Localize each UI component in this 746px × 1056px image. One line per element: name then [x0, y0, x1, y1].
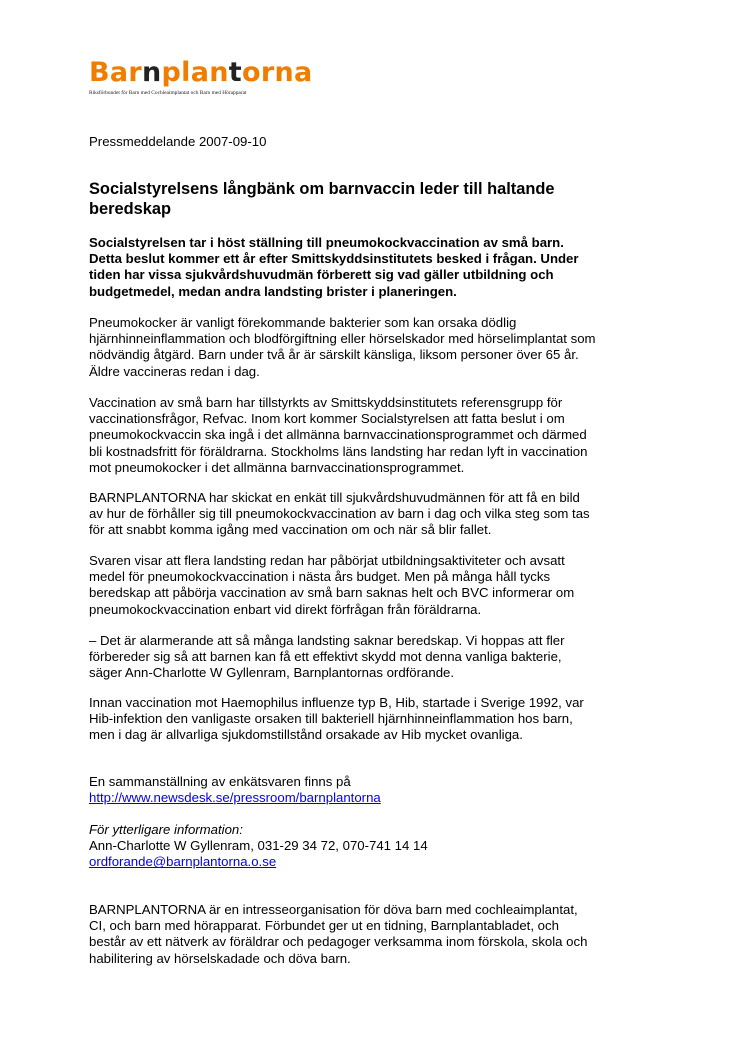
- contact-name-phone: Ann-Charlotte W Gyllenram, 031-29 34 72, 070-741 14 14: [89, 838, 428, 854]
- paragraph-6-block: [89, 695, 679, 744]
- paragraph-1-block: [89, 315, 679, 380]
- body-paragraph: Pneumokocker är vanligt förekommande bakterier som kan orsaka dödlig hjärnhinneinflammation och blodförgiftning eller hörselskador med hörselimplantat som nödvändig åtgärd. Barn under två år är särskilt känsliga, liksom personer över 65 år. Äldre vaccineras redan i dag.: [89, 315, 596, 379]
- logo-tagline: Riksförbundet för Barn med Cochleaimplantat och Barn med Hörapparat: [89, 90, 247, 96]
- paragraph-5-block: [89, 633, 679, 682]
- headline-block: [89, 180, 679, 219]
- summary-block: [89, 774, 679, 806]
- paragraph-4-block: [89, 553, 679, 618]
- body-paragraph: Innan vaccination mot Haemophilus influenze typ B, Hib, startade i Sverige 1992, var Hib-infektion den vanligaste orsaken till bakteriell hjärnhinneinflammation hos barn, men i dag är allvarliga sjukdomstillstånd orsakade av Hib mycket ovanliga.: [89, 695, 584, 743]
- summary-text: En sammanställning av enkätsvaren finns på: [89, 774, 351, 789]
- body-paragraph: Vaccination av små barn har tillstyrkts av Smittskyddsinstitutets referensgrupp för vaccinationsfrågor, Refvac. Inom kort kommer Socialstyrelsen att fatta beslut i om pneumokockvaccin ska ingå i det allmänna barnvaccinationsprogrammet och därmed bli kostnadsfritt för föräldrarna. Stockholms läns landsting har redan lyft in vaccination mot pneumokocker i det allmänna barnvaccinationsprogrammet.: [89, 395, 588, 475]
- about-paragraph: BARNPLANTORNA är en intresseorganisation för döva barn med cochleaimplantat, CI, och barn med hörapparat. Förbundet ger ut en tidning, Barnplantabladet, och består av ett nätverk av föräldrar och pedagoger verksamma inom förskola, skola och habilitering av hörselskadade och döva barn.: [89, 902, 588, 966]
- newsdesk-link[interactable]: http://www.newsdesk.se/pressroom/barnplantorna: [89, 790, 381, 806]
- lead-block: [89, 235, 679, 300]
- quote-paragraph: – Det är alarmerande att så många landsting saknar beredskap. Vi hoppas att fler förbereder sig så att barnen kan få ett effektivt skydd mot denna vanliga bakterie, säger Ann-Charlotte W Gyllenram, Barnplantornas ordförande.: [89, 633, 565, 681]
- logo-wordmark: Barnplantorna: [89, 57, 313, 88]
- press-release-date: Pressmeddelande 2007-09-10: [89, 134, 267, 149]
- contact-block: [89, 822, 679, 871]
- headline: Socialstyrelsens långbänk om barnvaccin leder till haltande beredskap: [89, 180, 555, 218]
- paragraph-3-block: [89, 490, 679, 539]
- lead-paragraph: Socialstyrelsen tar i höst ställning till pneumokockvaccination av små barn. Detta beslut kommer ett år efter Smittskyddsinstitutets besked i frågan. Under tiden har vissa sjukvårdshuvudmän förberett sig vad gäller utbildning och budgetmedel, medan andra landsting brister i planeringen.: [89, 235, 579, 299]
- paragraph-2-block: [89, 395, 679, 476]
- press-release-date-block: [89, 134, 679, 150]
- contact-heading: För ytterligare information:: [89, 822, 243, 837]
- body-paragraph: BARNPLANTORNA har skickat en enkät till sjukvårdshuvudmännen för att få en bild av hur de förhåller sig till pneumokockvaccination av barn i dag och vilka steg som tas för att snabbt komma igång med vaccination om och när så blir fallet.: [89, 490, 590, 538]
- about-block: [89, 902, 679, 967]
- contact-email-link[interactable]: ordforande@barnplantorna.o.se: [89, 854, 277, 870]
- body-paragraph: Svaren visar att flera landsting redan har påbörjat utbildningsaktiviteter och avsatt medel för pneumokockvaccination i nästa års budget. Men på många håll tycks beredskap att påbörja vaccination av små barn saknas helt och BVC informerar om pneumokockvaccination enbart vid direkt förfrågan från föräldrarna.: [89, 553, 575, 617]
- logo: [89, 58, 313, 96]
